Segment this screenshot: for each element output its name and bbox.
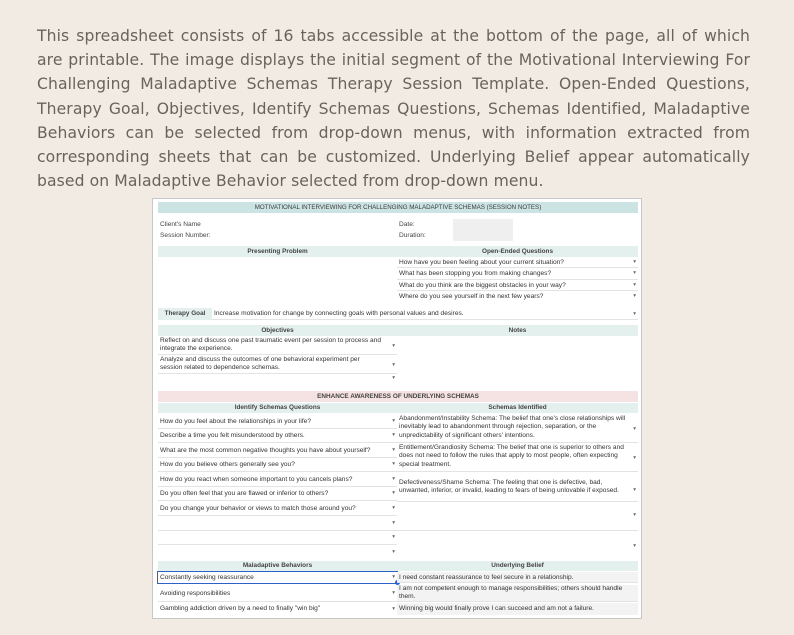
therapy-goal-label: Therapy Goal	[158, 308, 212, 320]
open-ended-question-text: What has been stopping you from making changes?	[399, 270, 552, 278]
dropdown-arrow-icon[interactable]: ▾	[392, 490, 395, 496]
therapy-goal-dropdown[interactable]	[212, 308, 638, 320]
maladaptive-behavior-dropdown[interactable]	[158, 585, 397, 602]
identify-schemas-header: Identify Schemas Questions	[158, 403, 397, 413]
dropdown-arrow-icon[interactable]: ▾	[633, 543, 636, 549]
dropdown-arrow-icon[interactable]: ▾	[392, 505, 395, 511]
dropdown-arrow-icon[interactable]: ▾	[392, 375, 395, 381]
dropdown-arrow-icon[interactable]: ▾	[392, 534, 395, 540]
open-ended-header: Open-Ended Questions	[397, 246, 638, 257]
schema-identified-dropdown[interactable]	[397, 415, 638, 443]
objective-text: Reflect on and discuss one past traumatic event per session to process and integrate the experience.	[160, 337, 382, 353]
objectives-header: Objectives	[158, 325, 397, 336]
date-input[interactable]	[453, 219, 513, 230]
schema-question-dropdown[interactable]	[158, 415, 397, 429]
dropdown-arrow-icon[interactable]: ▾	[633, 293, 636, 300]
schema-identified-text: Entitlement/Grandiosity Schema: The belief that one is superior to others and does not need to follow the rules that apply to most people, often expecting special treatment.	[399, 444, 624, 468]
schema-identified-dropdown[interactable]	[397, 444, 638, 472]
maladaptive-behavior-text: Gambling addiction driven by a need to finally "win big"	[160, 605, 321, 612]
notes-header: Notes	[397, 325, 638, 336]
dropdown-arrow-icon[interactable]: ▾	[392, 590, 395, 596]
date-label: Date:	[399, 221, 415, 228]
maladaptive-behavior-text: Constantly seeking reassurance	[160, 574, 254, 581]
objective-dropdown[interactable]	[158, 337, 397, 355]
schema-question-text: Do you often feel that you are flawed or inferior to others?	[160, 490, 329, 497]
dropdown-arrow-icon[interactable]: ▾	[633, 455, 636, 461]
underlying-belief-header: Underlying Belief	[397, 561, 638, 571]
dropdown-arrow-icon[interactable]: ▾	[633, 259, 636, 265]
open-ended-question-dropdown[interactable]	[397, 291, 638, 302]
schema-question-dropdown-empty[interactable]	[158, 531, 397, 545]
open-ended-question-text: How have you been feeling about your current situation?	[399, 259, 564, 266]
dropdown-arrow-icon[interactable]: ▾	[633, 270, 636, 277]
enhance-awareness-header: ENHANCE AWARENESS OF UNDERLYING SCHEMAS	[158, 391, 638, 402]
duration-input[interactable]	[453, 230, 513, 241]
dropdown-arrow-icon[interactable]: ▾	[392, 520, 395, 526]
schema-question-dropdown-empty[interactable]	[158, 517, 397, 531]
underlying-belief-cell: Winning big would finally prove I can succeed and am not a failure.	[397, 603, 638, 615]
session-number-input[interactable]	[214, 230, 396, 241]
maladaptive-behavior-text: Avoiding responsibilities	[160, 590, 231, 597]
client-name-label: Client's Name	[160, 221, 201, 228]
dropdown-arrow-icon[interactable]: ▾	[392, 447, 395, 453]
dropdown-arrow-icon[interactable]: ▾	[633, 311, 636, 317]
dropdown-arrow-icon[interactable]: ▾	[392, 461, 395, 467]
dropdown-arrow-icon[interactable]: ▾	[392, 343, 395, 349]
objective-dropdown-empty[interactable]	[158, 375, 397, 385]
open-ended-question-text: Where do you see yourself in the next few years?	[399, 293, 544, 301]
schema-question-dropdown-empty[interactable]	[158, 546, 397, 560]
dropdown-arrow-icon[interactable]: ▾	[392, 549, 395, 555]
schema-identified-text: Defectiveness/Shame Schema: The feeling that one is defective, bad, unwanted, inferior, or invalid, leading to fears of being unlovable if exposed.	[399, 479, 619, 495]
dropdown-arrow-icon[interactable]: ▾	[633, 426, 636, 432]
schema-identified-text: Abandonment/Instability Schema: The belief that one's close relationships will inevitably lead to abandonment through rejection, separation, or the unpredictability of significant others' intentions.	[399, 415, 626, 439]
open-ended-question-text: What do you think are the biggest obstacles in your way?	[399, 281, 566, 289]
schema-question-text: Describe a time you felt misunderstood by others.	[160, 432, 305, 439]
open-ended-question-dropdown[interactable]	[397, 280, 638, 291]
open-ended-question-dropdown[interactable]	[397, 257, 638, 268]
maladaptive-behavior-dropdown[interactable]	[158, 603, 397, 615]
schema-question-dropdown[interactable]	[158, 473, 397, 487]
open-ended-question-dropdown[interactable]	[397, 268, 638, 279]
schema-identified-dropdown[interactable]	[397, 473, 638, 502]
schema-question-text: Do you change your behavior or views to match those around you?	[160, 505, 356, 512]
schemas-identified-header: Schemas Identified	[397, 403, 638, 413]
dropdown-arrow-icon[interactable]: ▾	[633, 281, 636, 288]
dropdown-arrow-icon[interactable]: ▾	[392, 418, 395, 424]
maladaptive-behaviors-header: Maladaptive Behaviors	[158, 561, 397, 571]
session-number-label: Session Number:	[160, 232, 211, 239]
schema-question-text: How do you believe others generally see you?	[160, 461, 295, 468]
schema-question-dropdown[interactable]	[158, 458, 397, 472]
schema-question-text: What are the most common negative thoughts you have about yourself?	[160, 447, 371, 454]
schema-question-dropdown[interactable]	[158, 487, 397, 501]
presenting-problem-input[interactable]	[158, 257, 397, 302]
presenting-problem-header: Presenting Problem	[158, 246, 397, 257]
dropdown-arrow-icon[interactable]: ▾	[633, 487, 636, 493]
schema-question-text: How do you feel about the relationships in your life?	[160, 418, 312, 425]
schema-identified-dropdown-empty[interactable]	[397, 531, 638, 560]
description-text: This spreadsheet consists of 16 tabs accessible at the bottom of the page, all of which are printable. The image displays the initial segment of the Motivational Interviewing For Challenging Maladaptive Schemas Therapy Session Template. Open-Ended Questions, Therapy Goal, Objectives, Identify Schemas Questions, Schemas Identified, Maladaptive Behaviors can be selected from drop-down menus, with information extracted from corresponding sheets that can be customized. Underlying Belief appear automatically based on Maladaptive Behavior selected from drop-down menu.	[37, 27, 750, 191]
therapy-goal-value: Increase motivation for change by connecting goals with personal values and desires.	[214, 310, 464, 317]
notes-input[interactable]	[397, 337, 638, 385]
schema-question-dropdown[interactable]	[158, 429, 397, 443]
sheet-title: MOTIVATIONAL INTERVIEWING FOR CHALLENGING MALADAPTIVE SCHEMAS (SESSION NOTES)	[158, 202, 638, 213]
schema-identified-dropdown-empty[interactable]	[397, 502, 638, 531]
objective-dropdown[interactable]	[158, 356, 397, 374]
schema-question-dropdown[interactable]	[158, 502, 397, 516]
underlying-belief-cell: I need constant reassurance to feel secure in a relationship.	[397, 572, 638, 583]
dropdown-arrow-icon[interactable]: ▾	[633, 512, 636, 518]
dropdown-arrow-icon[interactable]: ▾	[392, 362, 395, 368]
maladaptive-behavior-dropdown-selected[interactable]	[158, 572, 397, 583]
underlying-belief-cell: I am not competent enough to manage responsibilities; others should handle them.	[397, 585, 638, 602]
dropdown-arrow-icon[interactable]: ▾	[392, 476, 395, 482]
schema-question-dropdown[interactable]	[158, 444, 397, 458]
duration-label: Duration:	[399, 232, 426, 239]
client-name-input[interactable]	[214, 219, 396, 230]
spreadsheet	[152, 198, 642, 619]
dropdown-arrow-icon[interactable]: ▾	[392, 606, 395, 612]
dropdown-arrow-icon[interactable]: ▾	[392, 432, 395, 438]
schema-question-text: How do you react when someone important to you cancels plans?	[160, 476, 353, 483]
dropdown-arrow-icon[interactable]: ▾	[392, 574, 395, 580]
objective-text: Analyze and discuss the outcomes of one behavioral experiment per session related to dependence schemas.	[160, 356, 360, 372]
